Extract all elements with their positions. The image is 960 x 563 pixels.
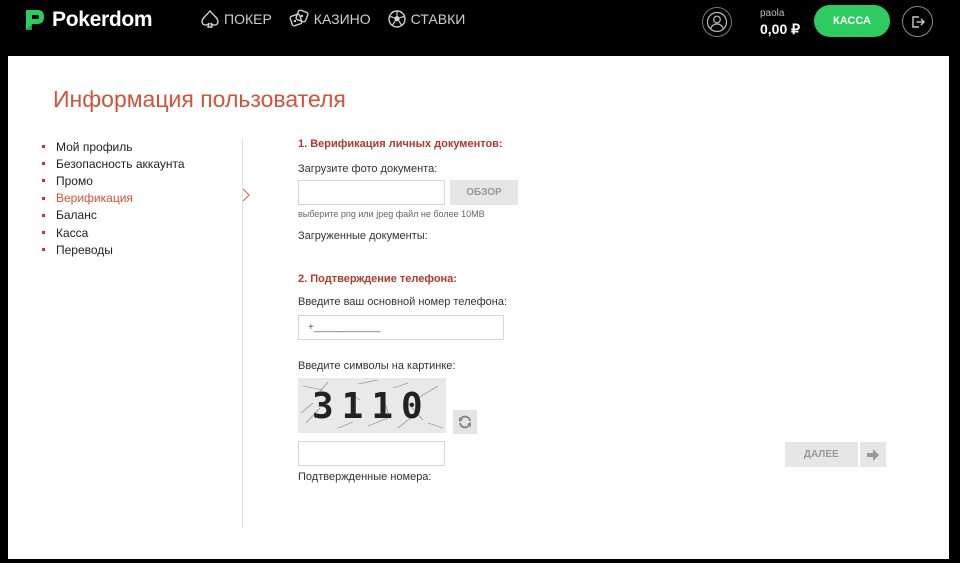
nav-casino-label: КАЗИНО	[313, 11, 371, 27]
soccer-ball-icon	[387, 9, 407, 29]
nav-bets-label: СТАВКИ	[410, 11, 466, 27]
upload-label: Загрузите фото документа:	[298, 163, 438, 175]
sidebar-item-balance[interactable]: Баланс	[42, 207, 185, 224]
logout-icon	[910, 14, 926, 30]
sidebar-item-security[interactable]: Безопасность аккаунта	[42, 155, 185, 172]
nav-poker[interactable]	[200, 9, 272, 29]
dice-icon	[288, 8, 310, 30]
captcha-text: 3110	[312, 386, 431, 427]
captcha-label: Введите символы на картинке:	[298, 360, 456, 372]
sidebar-item-transfers[interactable]: Переводы	[42, 241, 185, 258]
file-path-input[interactable]	[298, 180, 445, 205]
top-bar	[0, 0, 960, 56]
brand-name: Pokerdom	[52, 8, 153, 31]
phone-label: Введите ваш основной номер телефона:	[298, 296, 508, 308]
kassa-button[interactable]: КАССА	[814, 5, 890, 37]
bullet-icon	[42, 214, 45, 217]
sidebar-item-verification[interactable]: Верификация	[42, 190, 185, 207]
nav-poker-label: ПОКЕР	[224, 11, 272, 27]
bullet-icon	[42, 231, 45, 234]
bullet-icon	[42, 197, 45, 200]
main-nav	[200, 8, 481, 30]
captcha-refresh-button[interactable]	[453, 410, 477, 434]
page-title: Информация пользователя	[53, 86, 346, 112]
bullet-icon	[42, 248, 45, 251]
spade-icon	[200, 9, 220, 29]
user-balance: 0,00 ₽	[760, 21, 801, 37]
nav-casino[interactable]	[288, 8, 371, 30]
pokerdom-logo-icon	[24, 8, 46, 32]
phone-title: 2. Подтверждение телефона:	[298, 273, 457, 285]
logo[interactable]	[24, 6, 152, 34]
user-info	[760, 8, 800, 38]
verification-title: 1. Верификация личных документов:	[298, 138, 503, 150]
bullet-icon	[42, 162, 45, 165]
uploaded-documents-label: Загруженные документы:	[298, 230, 428, 242]
profile-sidebar	[42, 138, 185, 258]
next-button-label: ДАЛЕЕ	[785, 442, 858, 467]
sidebar-item-profile[interactable]: Мой профиль	[42, 138, 185, 155]
logout-button[interactable]	[902, 6, 933, 37]
refresh-icon	[457, 414, 473, 430]
bullet-icon	[42, 145, 45, 148]
captcha-image	[298, 378, 446, 433]
avatar[interactable]	[702, 7, 732, 37]
nav-bets[interactable]	[387, 9, 466, 29]
main-panel	[8, 56, 949, 559]
active-chevron-right-icon	[241, 188, 251, 202]
arrow-right-icon	[860, 442, 886, 467]
sidebar-item-kassa[interactable]: Касса	[42, 224, 185, 241]
upload-hint: выберите png или jpeg файл не более 10MB	[298, 209, 485, 219]
captcha-input[interactable]	[298, 441, 445, 466]
next-button[interactable]	[785, 442, 886, 467]
bullet-icon	[42, 179, 45, 182]
confirmed-numbers-label: Подтвержденные номера:	[298, 471, 432, 483]
sidebar-item-promo[interactable]: Промо	[42, 172, 185, 189]
browse-button[interactable]: ОБЗОР	[450, 180, 518, 205]
phone-input[interactable]: +____________	[298, 315, 504, 340]
user-name: paola	[760, 8, 785, 19]
user-icon	[706, 11, 728, 33]
